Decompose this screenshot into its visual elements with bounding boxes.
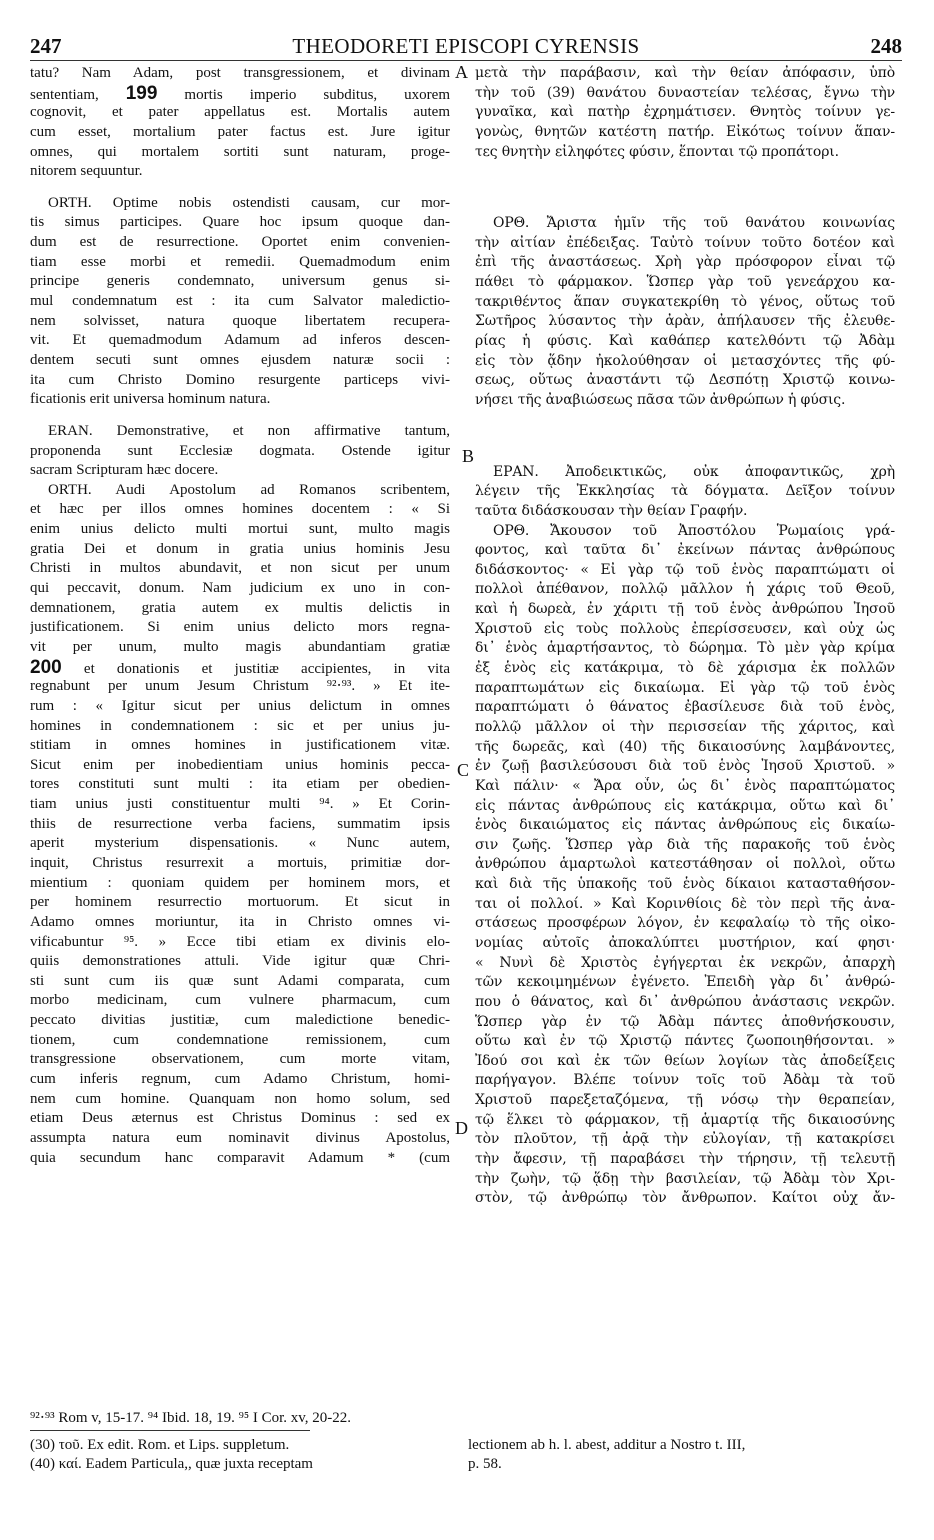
text-line: ERAN. Demonstrative, et non affirmative tantum, (48, 422, 450, 439)
text-line: δι᾽ ἑνὸς ἁμαρτήσαντος, τὸ δώρημα. Τὸ μὲν γὰρ κρίμα (475, 640, 895, 657)
text-line: Ὥσπερ γὰρ ἐν τῷ Ἀδὰμ πάντες ἀποθνήσκουσιν, (475, 1013, 895, 1030)
text-line: γονὼς, θνητῶν κατέστη πατήρ. Εἰκότως τοίνυν ἅπαν- (475, 123, 895, 140)
column-number-200: 200 (30, 657, 62, 678)
text-line: nitorem sequuntur. (30, 163, 143, 180)
text-line: Ἰδού σοι καὶ ἐκ τῶν θείων λογίων τὰς ἀποδείξεις (475, 1052, 895, 1069)
text-line: mientium : quoniam quidem per hominem mors, et (30, 874, 450, 891)
text-line: inquit, Christus resurrexit a mortuis, primitiæ dor- (30, 854, 450, 871)
text-line: τὴν τοῦ (39) θανάτου δυναστείαν τελέσας, ἔγνω τὴν (475, 84, 895, 101)
text-line: regnabunt per unum Jesum Christum ⁹²⋅⁹³. » Et ite- (30, 678, 450, 695)
text-line: gratia Dei et donum in gratia unius hominis Jesu (30, 540, 450, 557)
text-line: τὴν ζωὴν, τῷ ᾅδῃ τὴν βασιλείαν, τῷ Ἀδὰμ τὸν Χρι- (475, 1170, 895, 1187)
text-line: ἀνθρώπου ἁμαρτωλοὶ κατεστάθησαν οἱ πολλοὶ, οὕτω (475, 856, 895, 873)
text-line: transgressione observationem, cum morte vitam, (30, 1051, 450, 1068)
text-line: Christi in multos abundavit, et non sicut per unum (30, 560, 450, 577)
variant-note-continuation: lectionem ab h. l. abest, additur a Nostro t. III, (468, 1437, 746, 1453)
text-line: ficationis erit universa hominum natura. (30, 391, 271, 408)
right-page-number: 248 (870, 34, 902, 58)
text-line: στὸν, τῷ ἀνθρώπῳ τὸν ἄνθρωπον. Καίτοι οὐχ ἄν- (475, 1190, 895, 1207)
text-line: διδάσκοντος· « Εἰ γὰρ τῷ τοῦ ἑνὸς παραπτώματι οἱ (475, 561, 895, 578)
text-line: γυναῖκα, καὶ πατὴρ ἐχρημάτισεν. Θνητὸς τοίνυν γε- (475, 104, 895, 121)
text-line: Sicut enim per inobedientiam unius hominis pecca- (30, 756, 450, 773)
text-line: Χριστοῦ εἰς τοὺς πολλοὺς ἐπερίσσευσεν, καὶ οὐχ ὡς (475, 620, 895, 637)
text-line: tores constituti sunt multi : ita etiam per obedien- (30, 776, 450, 793)
text-line: σεως, οὕτως ἀναστάντι τῷ Δεσπότῃ Χριστῷ κοινω- (475, 372, 895, 389)
variant-notes-right (468, 1436, 888, 1474)
header-rule (30, 60, 902, 61)
text-line: tionem, cum condemnatione remissionem, cum (30, 1031, 450, 1048)
text-line: morbo medicinam, cum vulnere pharmacum, cum (30, 992, 450, 1009)
margin-letter-b: B (462, 446, 475, 466)
running-header (30, 34, 902, 58)
text-line: τες θνητὴν εἰληφότες φύσιν, ἕπονται τῷ προπάτορι. (475, 143, 839, 160)
text-line: πολλοὶ ἀπέθανον, πολλῷ μᾶλλον ἡ χάρις τοῦ Θεοῦ, (475, 581, 895, 598)
text-line: παρήγαγον. Βλέπε τοίνυν τοῖς τοῦ Ἀδὰμ τὰ τοῦ (475, 1072, 895, 1089)
text-line: tatu? Nam Adam, post transgressionem, et divinam (30, 65, 450, 81)
greek-column (475, 64, 895, 1209)
text-line: proponenda sunt Ecclesiæ dogmata. Ostende igitur (30, 442, 450, 459)
text-line: Καὶ πάλιν· « Ἄρα οὖν, ὡς δι᾽ ἑνὸς παραπτώματος (475, 777, 895, 794)
text-line: dum est de resurrectione. Oportet enim convenien- (30, 234, 450, 251)
text-line: τὴν ἄφεσιν, τῇ παραβάσει τὴν τήρησιν, τῇ τελευτῇ (475, 1151, 895, 1168)
footnote-rule (30, 1430, 310, 1431)
text-line: καὶ διὰ τῆς ὑπακοῆς τοῦ ἑνὸς δίκαιοι κατασταθήσον- (475, 876, 895, 893)
text-line: τὸν πλοῦτον, τῇ ἀρᾷ τὴν εὐλογίαν, τῇ κατακρίσει (475, 1131, 895, 1148)
text-line: οὕτω καὶ ἐν τῷ Χριστῷ πάντες ζωοποιηθήσονται. » (475, 1033, 895, 1050)
text-line: Χριστοῦ παρεξεταζόμενα, τῇ νόσῳ τὴν θεραπείαν, (475, 1092, 895, 1109)
text-line: νομίας αὐτοῖς ἀποκαλύπτει μυστήριον, καί φησι· (475, 934, 895, 951)
text-line: εἰς τὸν ᾅδην ἠκολούθησαν οἱ μετασχόντες τῆς φύ- (475, 352, 895, 369)
text-line: vit per unum, multo magis abundantiam gratiæ (30, 638, 450, 655)
text-line: ΕΡΑΝ. Ἀποδεικτικῶς, οὐκ ἀποφαντικῶς, χρὴ (493, 463, 895, 480)
text-line: παραπτώματι ὁ θάνατος ἐβασίλευσε διὰ τοῦ ἑνὸς, (475, 699, 895, 716)
text-line: ΟΡΘ. Ἄκουσον τοῦ Ἀποστόλου Ῥωμαίοις γρά- (493, 522, 895, 539)
variant-notes-left (30, 1436, 450, 1474)
text-line: ται οἱ πολλοί. » Καὶ Κορινθίοις δὲ τὸν περὶ τῆς ἀνα- (475, 895, 895, 912)
text-line: cum inferis regnum, cum Adamo Christum, homi- (30, 1071, 450, 1088)
text-line: enim unius delicto multi mortui sunt, multo magis (30, 521, 450, 538)
text-line: φοντος, καὶ ταῦτα δι᾽ ἐκείνων πάντας ἀνθρώπους (475, 542, 895, 559)
left-page-number: 247 (30, 34, 62, 58)
text-line: quiis demonstrationes attuli. Vide igitur quæ Chri- (30, 953, 450, 970)
text-line: τὴν αἰτίαν ἐπέδειξας. Ταὐτὸ τοίνυν τοῦτο δοτέον καὶ (475, 234, 895, 251)
text-line: ἑνὸς δικαιώματος εἰς πάντας ἀνθρώπους εἰς δικαίω- (475, 817, 895, 834)
text-line: ταῦτα διδάσκουσαν τὴν θείαν Γραφήν. (475, 502, 748, 519)
text-line: assumpta natura eum nominavit divinus Apostolus, (30, 1129, 450, 1146)
text-line: τῷ ἕλκει τὸ φάρμακον, τῇ ἁμαρτίᾳ τῆς δικαιοσύνης (475, 1111, 895, 1128)
text-line: principe generis condemnato, universum genus si- (30, 273, 450, 290)
text-line: σιν ζωῆς. Ὥσπερ γὰρ διὰ τῆς παρακοῆς τοῦ ἑνὸς (475, 836, 895, 853)
text-line: που ὁ θάνατος, καὶ δι᾽ ἀνθρώπου ἀνάστασις νεκρῶν. (475, 993, 895, 1010)
text-line: etiam Deus æternus est Christus Dominus : sed ex (30, 1110, 450, 1127)
text-line: Σωτῆρος λύσαντος τὴν ἀρὰν, ἀπήλαυσεν τῆς ἐλευθε- (475, 313, 895, 330)
text-line: « Νυνὶ δὲ Χριστὸς ἐγήγερται ἐκ νεκρῶν, ἀπαρχὴ (475, 954, 895, 971)
text-line: ρίας ἡ φύσις. Καὶ καθάπερ κατελθόντι τῷ Ἀδὰμ (475, 333, 895, 350)
text-line: thiis de resurrectione verba faciens, summatim ipsis (30, 815, 450, 832)
text-line: τῆς δωρεᾶς, καὶ (40) τῆς δικαιοσύνης λαμβάνοντες, (475, 738, 895, 755)
text-line: πολλῷ μᾶλλον οἱ τὴν περισσείαν τῆς χάριτος, καὶ (475, 718, 895, 735)
text-line: sacram Scripturam hæc docere. (30, 462, 219, 479)
scripture-footnotes: ⁹²⋅⁹³ Rom v, 15-17. ⁹⁴ Ibid. 18, 19. ⁹⁵ I Cor. xv, 20-22. (30, 1410, 352, 1426)
text-line: aperit mysterium dispensationis. « Nunc autem, (30, 835, 450, 852)
text-line: tiam esse morbi et remedii. Quemadmodum enim (30, 253, 450, 270)
text-line: homines in condemnationem : sic et per unius ju- (30, 717, 450, 734)
latin-column (30, 64, 450, 1168)
text-line: Adamo omnes moriuntur, ita in Christo omnes vi- (30, 913, 450, 930)
text-line: tis simus participes. Quare hoc ipsum quoque dan- (30, 214, 450, 231)
text-line: quia secundum hanc comparavit Adamum * (cum (30, 1149, 450, 1166)
text-line: vificabuntur ⁹⁵. » Ecce tibi etiam ex divinis elo- (30, 933, 450, 950)
variant-note-40: (40) καί. Eadem Particula,, quæ juxta receptam (30, 1456, 313, 1472)
margin-letter-c: C (457, 760, 470, 780)
variant-note-continuation-end: p. 58. (468, 1456, 502, 1472)
text-line: ἐν ζωῇ βασιλεύσουσι διὰ τοῦ ἑνὸς Ἰησοῦ Χριστοῦ. » (475, 758, 895, 775)
text-line: mul condemnatum est : ita cum Salvator maledictio- (30, 293, 450, 310)
text-line: ἐξ ἑνὸς εἰς κατάκριμα, τὸ δὲ χάρισμα ἐκ πολλῶν (475, 660, 895, 677)
text-line: vit. Et quemadmodum Adamum ad inferos descen- (30, 332, 450, 349)
text-line: ἐπὶ τῆς ἀναστάσεως. Χρὴ γὰρ πρόσφορον εἶναι τῷ (475, 254, 895, 271)
margin-letter-a: A (455, 62, 468, 82)
text-line: 200 et donationis et justitiæ accipientes, in vita (30, 657, 450, 678)
text-line: ORTH. Optime nobis ostendisti causam, cur mor- (48, 194, 450, 211)
text-line: omnes, qui mortalem sortiti sunt naturam, proge- (30, 143, 450, 160)
text-line: καὶ ἡ δωρεὰ, ἐν χάριτι τῇ τοῦ ἑνὸς ἀνθρώπου Ἰησοῦ (475, 601, 895, 618)
text-line: sententiam, 199 mortis imperio subditus, uxorem (30, 83, 450, 104)
text-line: nem cum homine. Quanquam non homo solum, sed (30, 1090, 450, 1107)
text-line: rum : « Igitur sicut per unius delictum in omnes (30, 697, 450, 714)
text-line: εἰς πάντας ἀνθρώπους εἰς κατάκριμα, οὕτω καὶ δι᾽ (475, 797, 895, 814)
text-line: ORTH. Audi Apostolum ad Romanos scribentem, (48, 481, 450, 498)
text-line: nem solvisset, natura quoque libertatem recupera- (30, 312, 450, 329)
text-line: ΟΡΘ. Ἄριστα ἡμῖν τῆς τοῦ θανάτου κοινωνίας (493, 215, 895, 232)
margin-letter-d: D (455, 1118, 468, 1138)
text-line: μετὰ τὴν παράβασιν, καὶ τὴν θείαν ἀπόφασιν, ὑπὸ (475, 65, 895, 81)
text-line: justificationem. Si enim unius delicto mors regna- (30, 619, 450, 636)
text-line: τῶν κεκοιμημένων ἐγένετο. Ἐπειδὴ γὰρ δι᾽ ἀνθρώ- (475, 974, 895, 991)
variant-note-30: (30) τοῦ. Ex edit. Rom. et Lips. suppletum. (30, 1437, 290, 1453)
text-line: et hæc per illos omnes homines docentem : « Si (30, 501, 450, 518)
text-line: ita cum Christo Domino resurgente particeps vivi- (30, 371, 450, 388)
text-line: λέγειν τῆς Ἐκκλησίας τὰ δόγματα. Δεῖξον τοίνυν (475, 483, 895, 500)
text-line: παραπτωμάτων εἰς δικαίωμα. Εἰ γὰρ τῷ τοῦ ἑνὸς (475, 679, 895, 696)
text-line: tiam unius justi constituentur multi ⁹⁴. » Et Corin- (30, 796, 450, 813)
column-number-199: 199 (125, 83, 158, 104)
running-title: THEODORETI EPISCOPI CYRENSIS (292, 34, 640, 58)
text-line: cognovit, et pater appellatus est. Mortalis autem (30, 104, 450, 121)
text-line: stitiam in omnes homines in justificationem vitæ. (30, 737, 450, 754)
text-line: πάθει τὸ φάρμακον. Ὥσπερ γὰρ τοῦ γενεάρχου κα- (475, 274, 895, 291)
text-line: per hominem resurrectio mortuorum. Et sicut in (30, 894, 450, 911)
text-line: sti sunt cum iis quæ sunt Adami comparata, cum (30, 972, 450, 989)
text-line: qui peccavit, donum. Nam judicium ex uno in con- (30, 580, 450, 597)
text-line: demnationem, gratia autem ex multis delictis in (30, 599, 450, 616)
text-line: τακριθέντος ἅπαν συγκατεκρίθη τὸ γένος, οὕτως τοῦ (475, 293, 895, 310)
text-line: peccato divitias justitiæ, cum maledictione benedic- (30, 1012, 450, 1029)
text-line: dentem secuti sunt omnes ejusdem naturæ socii : (30, 351, 450, 368)
text-line: νήσει τῆς ἀναβιώσεως πᾶσα τῶν ἀνθρώπων ἡ φύσις. (475, 391, 846, 408)
text-line: cum esset, mortalium pater factus est. Jure igitur (30, 123, 450, 140)
text-line: στάσεως προσφέρων λόγον, ἐν κεφαλαίῳ τὸ τῆς οἰκο- (475, 915, 895, 932)
